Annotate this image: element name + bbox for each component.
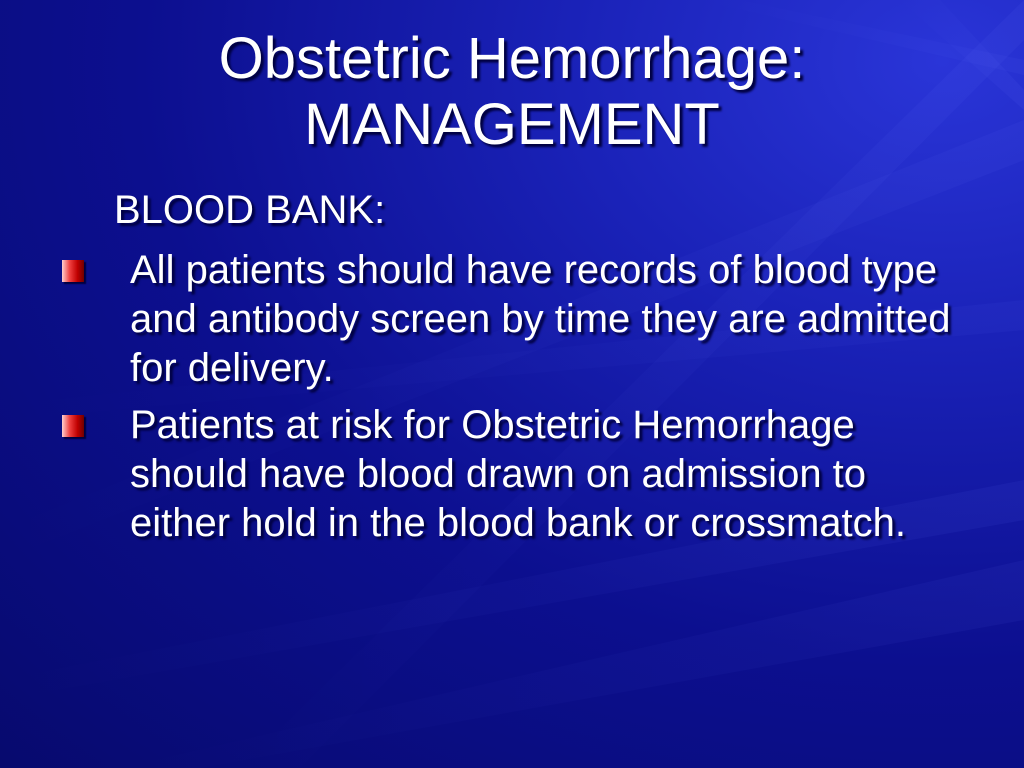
bullet-list: [62, 246, 962, 556]
section-subheading: BLOOD BANK:: [114, 188, 386, 232]
title-line-2: MANAGEMENT: [304, 92, 720, 157]
bullet-item: [62, 246, 962, 393]
bullet-text: Patients at risk for Obstetric Hemorrhage should have blood drawn on admission to either hold in the blood bank or crossmatch.: [130, 403, 906, 545]
square-bullet-icon: [62, 260, 84, 282]
bullet-text: All patients should have records of blood type and antibody screen by time they are admitted for delivery.: [130, 248, 951, 390]
title-line-1: Obstetric Hemorrhage:: [218, 26, 806, 91]
square-bullet-icon: [62, 415, 84, 437]
bullet-item: [62, 401, 962, 548]
slide-title: [0, 26, 1024, 158]
